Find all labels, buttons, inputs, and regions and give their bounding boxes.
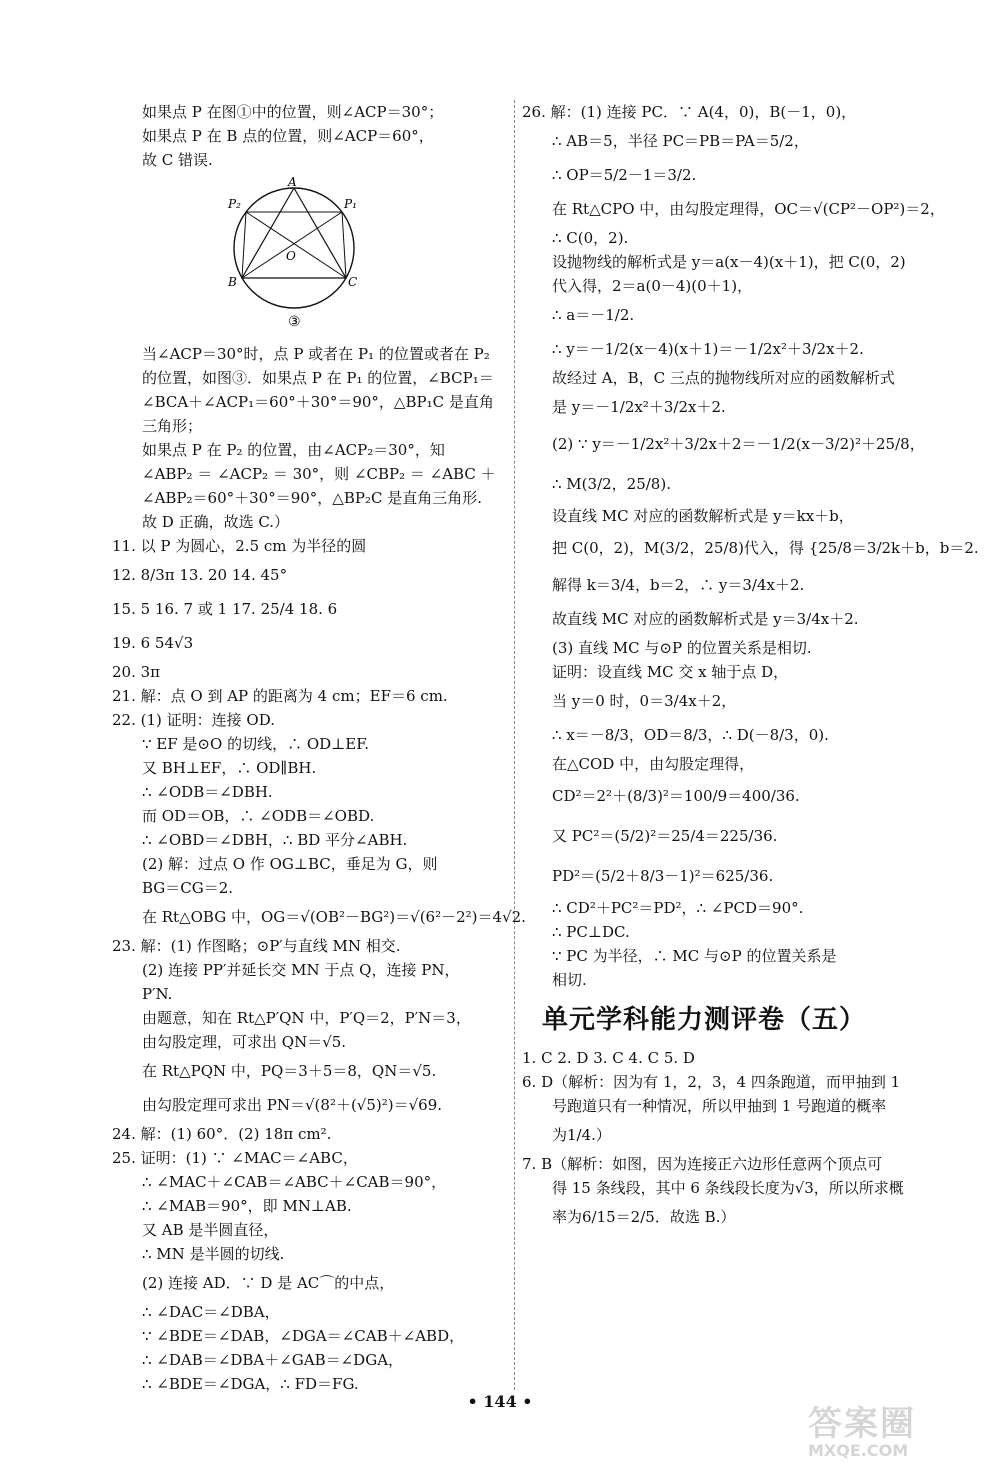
answer-20: 20. 3π bbox=[112, 663, 161, 681]
text-line: 故直线 MC 对应的函数解析式是 y＝3/4x＋2. bbox=[552, 610, 859, 628]
text-line: ∠ABP₂＝60°＋30°＝90°，△BP₂C 是直角三角形. bbox=[142, 489, 482, 507]
text-line: (3) 直线 MC 与⊙P 的位置关系是相切. bbox=[552, 639, 812, 657]
text-line: P′N. bbox=[142, 985, 173, 1003]
text-line: 如果点 P 在 P₂ 的位置，由∠ACP₂＝30°，知 bbox=[142, 441, 445, 459]
answer-1-5: 1. C 2. D 3. C 4. C 5. D bbox=[522, 1049, 695, 1067]
text-line: 解得 k＝3/4，b＝2，∴ y＝3/4x＋2. bbox=[552, 576, 805, 594]
text-line: 的位置，如图③．如果点 P 在 P₁ 的位置，∠BCP₁＝ bbox=[142, 369, 494, 387]
text-line: 故 C 错误. bbox=[142, 151, 213, 169]
circle-figure bbox=[224, 176, 374, 336]
text-line: ∴ C(0，2). bbox=[552, 229, 629, 247]
text-line: 在△COD 中，由勾股定理得， bbox=[552, 755, 755, 773]
text-line: 把 C(0，2)，M(3/2，25/8)代入，得 {25/8＝3/2k＋b，b＝2. bbox=[552, 539, 979, 557]
text-line: 当 y＝0 时，0＝3/4x＋2， bbox=[552, 692, 737, 710]
text-line: (2) 解：过点 O 作 OG⊥BC，垂足为 G，则 bbox=[142, 855, 438, 873]
text-line: ∵ ∠BDE＝∠DAB，∠DGA＝∠CAB＋∠ABD， bbox=[142, 1327, 465, 1345]
text-line: ∴ a＝－1/2. bbox=[552, 306, 635, 324]
text-line: 如果点 P 在 B 点的位置，则∠ACP＝60°， bbox=[142, 127, 434, 145]
text-line: 由勾股定理可求出 PN＝√(8²＋(√5)²)＝√69. bbox=[142, 1096, 443, 1114]
text-line: ∴ ∠OBD＝∠DBH，∴ BD 平分∠ABH. bbox=[142, 831, 408, 849]
text-line: 得 15 条线段，其中 6 条线段长度为√3，所以所求概 bbox=[552, 1179, 904, 1197]
answer-12-14: 12. 8/3π 13. 20 14. 45° bbox=[112, 566, 288, 584]
text-line: ∴ AB＝5，半径 PC＝PB＝PA＝5/2， bbox=[552, 132, 809, 150]
text-line: 在 Rt△OBG 中，OG＝√(OB²－BG²)＝√(6²－2²)＝4√2. bbox=[142, 908, 526, 926]
label-A: A bbox=[288, 176, 297, 189]
text-line: ∴ ∠MAC＋∠CAB＝∠ABC＋∠CAB＝90°， bbox=[142, 1173, 447, 1191]
text-line: 相切. bbox=[552, 971, 587, 989]
text-line: 率为6/15＝2/5．故选 B.） bbox=[552, 1208, 736, 1226]
left-column bbox=[112, 100, 526, 1396]
answer-11: 11. 以 P 为圆心，2.5 cm 为半径的圆 bbox=[112, 537, 367, 555]
text-line: ∴ ∠BDE＝∠DGA，∴ FD＝FG. bbox=[142, 1375, 359, 1393]
text-line: 在 Rt△PQN 中，PQ＝3＋5＝8，QN＝√5. bbox=[142, 1062, 437, 1080]
text-line: 在 Rt△CPO 中，由勾股定理得，OC＝√(CP²－OP²)＝2， bbox=[552, 200, 945, 218]
text-line: ∴ ∠ODB＝∠DBH. bbox=[142, 783, 273, 801]
section-heading: 单元学科能力测评卷（五） bbox=[542, 1005, 867, 1035]
text-line: 故经过 A，B，C 三点的抛物线所对应的函数解析式 bbox=[552, 369, 895, 387]
label-O: O bbox=[286, 249, 296, 263]
answer-24: 24. 解：(1) 60°．(2) 18π cm². bbox=[112, 1125, 332, 1143]
text-line: 代入得，2＝a(0－4)(0＋1)， bbox=[552, 277, 753, 295]
text-line: ∴ OP＝5/2－1＝3/2. bbox=[552, 166, 697, 184]
text-line: PD²＝(5/2＋8/3－1)²＝625/36. bbox=[552, 867, 774, 885]
answer-7: 7. B（解析：如图，因为连接正六边形任意两个顶点可 bbox=[522, 1155, 883, 1173]
watermark-title: 答案圈 bbox=[808, 1404, 916, 1444]
text-line: ∴ CD²＋PC²＝PD²，∴ ∠PCD＝90°. bbox=[552, 899, 804, 917]
watermark-domain: MXQE.COM bbox=[808, 1441, 909, 1460]
text-line: 而 OD＝OB，∴ ∠ODB＝∠OBD. bbox=[142, 807, 375, 825]
label-C: C bbox=[348, 275, 358, 289]
label-P2: P₂ bbox=[228, 197, 241, 211]
text-line: ∴ M(3/2，25/8). bbox=[552, 475, 671, 493]
text-line: 三角形； bbox=[142, 417, 203, 435]
text-line: 由题意，知在 Rt△P′QN 中，P′Q＝2，P′N＝3， bbox=[142, 1009, 471, 1027]
label-P1: P₁ bbox=[344, 197, 357, 211]
answer-21: 21. 解：点 O 到 AP 的距离为 4 cm；EF＝6 cm. bbox=[112, 687, 448, 705]
text-line: (2) ∵ y＝－1/2x²＋3/2x＋2＝－1/2(x－3/2)²＋25/8， bbox=[552, 435, 925, 453]
text-line: 故 D 正确，故选 C.） bbox=[142, 513, 290, 531]
text-line: ∴ PC⊥DC. bbox=[552, 923, 630, 941]
text-line: 为1/4.） bbox=[552, 1126, 611, 1144]
inscribed-triangle-diagram bbox=[224, 176, 374, 336]
text-line: (2) 连接 PP′并延长交 MN 于点 Q，连接 PN， bbox=[142, 961, 460, 979]
label-B: B bbox=[228, 275, 237, 289]
answer-19: 19. 6 54√3 bbox=[112, 634, 194, 652]
text-line: 设直线 MC 对应的函数解析式是 y＝kx＋b， bbox=[552, 507, 854, 525]
text-line: 如果点 P 在图①中的位置，则∠ACP＝30°； bbox=[142, 103, 444, 121]
text-line: BG＝CG＝2. bbox=[142, 879, 234, 897]
right-column bbox=[522, 100, 979, 1234]
text-line: ∴ MN 是半圆的切线. bbox=[142, 1245, 285, 1263]
text-line: 又 BH⊥EF，∴ OD∥BH. bbox=[142, 759, 317, 777]
answer-25: 25. 证明：(1) ∵ ∠MAC＝∠ABC， bbox=[112, 1149, 358, 1167]
text-line: 由勾股定理，可求出 QN＝√5. bbox=[142, 1033, 347, 1051]
answer-6: 6. D（解析：因为有 1，2，3，4 四条跑道，而甲抽到 1 bbox=[522, 1073, 901, 1091]
page-number: • 144 • bbox=[467, 1392, 533, 1411]
answer-22: 22. (1) 证明：连接 OD. bbox=[112, 711, 275, 729]
text-line: 号跑道只有一种情况，所以甲抽到 1 号跑道的概率 bbox=[552, 1097, 887, 1115]
text-line: ∵ PC 为半径，∴ MC 与⊙P 的位置关系是 bbox=[552, 947, 837, 965]
text-line: CD²＝2²＋(8/3)²＝100/9＝400/36. bbox=[552, 787, 800, 805]
text-line: ∴ ∠DAB＝∠DBA＋∠GAB＝∠DGA， bbox=[142, 1351, 404, 1369]
column-divider bbox=[514, 100, 515, 1390]
text-line: ∵ EF 是⊙O 的切线，∴ OD⊥EF. bbox=[142, 735, 370, 753]
watermark-logo bbox=[808, 1396, 988, 1458]
text-line: 又 AB 是半圆直径， bbox=[142, 1221, 279, 1239]
answer-26: 26. 解：(1) 连接 PC．∵ A(4，0)，B(－1，0)， bbox=[522, 103, 857, 121]
figure-caption: ③ bbox=[288, 314, 301, 330]
text-line: 证明：设直线 MC 交 x 轴于点 D， bbox=[552, 663, 789, 681]
text-line: 设抛物线的解析式是 y＝a(x－4)(x＋1)，把 C(0，2) bbox=[552, 253, 906, 271]
text-line: ∴ y＝－1/2(x－4)(x＋1)＝－1/2x²＋3/2x＋2. bbox=[552, 340, 864, 358]
text-line: 又 PC²＝(5/2)²＝25/4＝225/36. bbox=[552, 827, 778, 845]
text-line: 是 y＝－1/2x²＋3/2x＋2. bbox=[552, 398, 726, 416]
text-line: 当∠ACP＝30°时，点 P 或者在 P₁ 的位置或者在 P₂ bbox=[142, 345, 490, 363]
text-line: ∠BCA＋∠ACP₁＝60°＋30°＝90°，△BP₁C 是直角 bbox=[142, 393, 494, 411]
text-line: ∴ x＝－8/3，OD＝8/3，∴ D(－8/3，0). bbox=[552, 726, 829, 744]
text-line: ∠ABP₂ ＝ ∠ACP₂ ＝ 30°，则 ∠CBP₂ ＝ ∠ABC ＋ bbox=[142, 465, 496, 483]
text-line: ∴ ∠MAB＝90°，即 MN⊥AB. bbox=[142, 1197, 352, 1215]
answer-23: 23. 解：(1) 作图略；⊙P′与直线 MN 相交. bbox=[112, 937, 401, 955]
text-line: (2) 连接 AD．∵ D 是 AC⌒的中点， bbox=[142, 1274, 395, 1292]
text-line: ∴ ∠DAC＝∠DBA， bbox=[142, 1303, 280, 1321]
answer-15-18: 15. 5 16. 7 或 1 17. 25/4 18. 6 bbox=[112, 600, 338, 618]
